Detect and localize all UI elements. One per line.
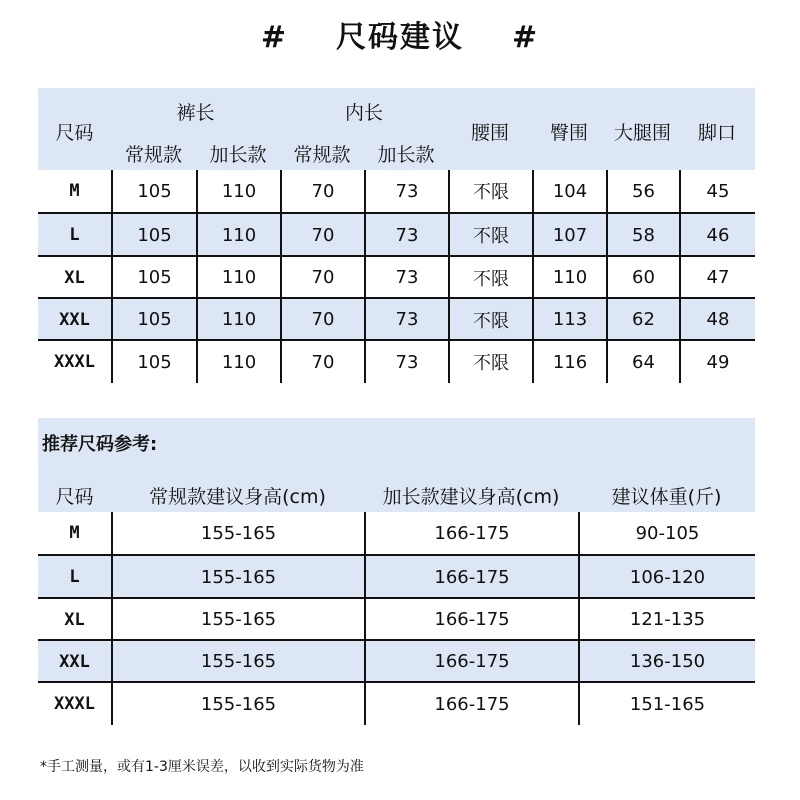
size-table-cell: 73 <box>364 214 448 256</box>
recommend-table-row <box>38 554 755 598</box>
size-table-cell: 73 <box>364 170 448 212</box>
size-label: XXL <box>59 651 90 672</box>
size-table-cell: 49 <box>679 341 755 383</box>
size-table-cell: 73 <box>364 257 448 299</box>
recommend-header-size: 尺码 <box>55 486 94 508</box>
recommend-table-cell: 155-165 <box>111 512 364 554</box>
recommend-header-regular-height: 常规款建议身高(cm) <box>149 486 326 508</box>
header-inseam-regular: 常规款 <box>293 144 351 166</box>
size-label: M <box>69 523 80 543</box>
size-label: XL <box>64 267 85 288</box>
size-table-cell: 110 <box>196 214 280 256</box>
size-table-cell: 70 <box>280 214 364 256</box>
recommend-table-row <box>38 681 755 725</box>
recommend-table-row <box>38 597 755 641</box>
size-table-cell: 110 <box>196 257 280 299</box>
size-label: XL <box>64 609 85 630</box>
size-table-row <box>38 170 755 212</box>
size-table-cell: 105 <box>111 214 196 256</box>
page-title <box>0 12 800 56</box>
size-table-cell: 116 <box>532 341 606 383</box>
header-hem: 脚口 <box>697 122 736 144</box>
recommend-table-cell: 166-175 <box>364 599 578 641</box>
size-table-cell: 73 <box>364 299 448 341</box>
size-table-cell: 70 <box>280 170 364 212</box>
size-table-cell: 62 <box>606 299 679 341</box>
hash-mark: # <box>512 20 540 55</box>
size-label: L <box>69 225 80 246</box>
header-inseam: 内长 <box>344 102 383 124</box>
recommend-header-weight: 建议体重(斤) <box>611 486 722 508</box>
size-table-cell: 70 <box>280 257 364 299</box>
size-table-cell: 110 <box>196 170 280 212</box>
recommend-table-cell: 155-165 <box>111 556 364 598</box>
recommend-table-cell: 166-175 <box>364 556 578 598</box>
size-table-cell: 45 <box>679 170 755 212</box>
header-pants-long: 加长款 <box>209 144 267 166</box>
header-thigh: 大腿围 <box>613 122 671 144</box>
recommend-header-long-height: 加长款建议身高(cm) <box>382 486 560 508</box>
recommend-title: 推荐尺码参考: <box>42 434 158 455</box>
size-table-cell: 47 <box>679 257 755 299</box>
header-pants-length: 裤长 <box>176 102 215 124</box>
size-table-cell: 105 <box>111 341 196 383</box>
size-table-row <box>38 297 755 341</box>
size-table-cell: 73 <box>364 341 448 383</box>
size-table-cell: 110 <box>196 341 280 383</box>
size-table-cell: 105 <box>111 299 196 341</box>
size-table-cell: 105 <box>111 257 196 299</box>
recommend-table-cell: 106-120 <box>578 556 755 598</box>
size-table-cell: 不限 <box>448 214 532 256</box>
size-label: M <box>69 181 80 201</box>
recommend-table-row <box>38 512 755 554</box>
header-size: 尺码 <box>55 122 94 144</box>
size-table-cell: 110 <box>532 257 606 299</box>
size-table-cell: 48 <box>679 299 755 341</box>
recommend-table-cell: 151-165 <box>578 683 755 725</box>
header-inseam-long: 加长款 <box>377 144 435 166</box>
recommend-table-cell: 90-105 <box>578 512 755 554</box>
size-table-cell: 107 <box>532 214 606 256</box>
header-pants-regular: 常规款 <box>124 144 182 166</box>
size-table-cell: 56 <box>606 170 679 212</box>
size-table-cell: 46 <box>679 214 755 256</box>
recommend-table-cell: 166-175 <box>364 512 578 554</box>
size-table-cell: 64 <box>606 341 679 383</box>
size-table-cell: 110 <box>196 299 280 341</box>
recommend-table-cell: 166-175 <box>364 683 578 725</box>
size-table-cell: 70 <box>280 341 364 383</box>
hash-mark: # <box>260 20 288 55</box>
recommend-table-cell: 166-175 <box>364 641 578 683</box>
header-hip: 臀围 <box>549 122 588 144</box>
size-label: XXL <box>59 309 90 330</box>
size-table-row <box>38 212 755 256</box>
size-table-cell: 113 <box>532 299 606 341</box>
size-table-cell: 不限 <box>448 341 532 383</box>
size-label: XXXL <box>54 694 95 715</box>
size-table-cell: 104 <box>532 170 606 212</box>
recommend-table-cell: 136-150 <box>578 641 755 683</box>
size-table-row <box>38 339 755 383</box>
size-label: L <box>69 567 80 588</box>
size-table-cell: 70 <box>280 299 364 341</box>
size-table-cell: 不限 <box>448 170 532 212</box>
title-text: 尺码建议 <box>336 20 464 55</box>
size-table-cell: 不限 <box>448 257 532 299</box>
header-waist: 腰围 <box>470 122 509 144</box>
size-table-cell: 60 <box>606 257 679 299</box>
size-table-cell: 105 <box>111 170 196 212</box>
recommend-table-row <box>38 639 755 683</box>
recommend-table-cell: 155-165 <box>111 599 364 641</box>
size-table-cell: 不限 <box>448 299 532 341</box>
recommend-table-cell: 155-165 <box>111 641 364 683</box>
size-table-cell: 58 <box>606 214 679 256</box>
recommend-table-cell: 121-135 <box>578 599 755 641</box>
size-label: XXXL <box>54 352 95 373</box>
footer-note: *手工测量，或有1-3厘米误差，以收到实际货物为准 <box>40 759 364 775</box>
recommend-table-cell: 155-165 <box>111 683 364 725</box>
size-table-row <box>38 255 755 299</box>
